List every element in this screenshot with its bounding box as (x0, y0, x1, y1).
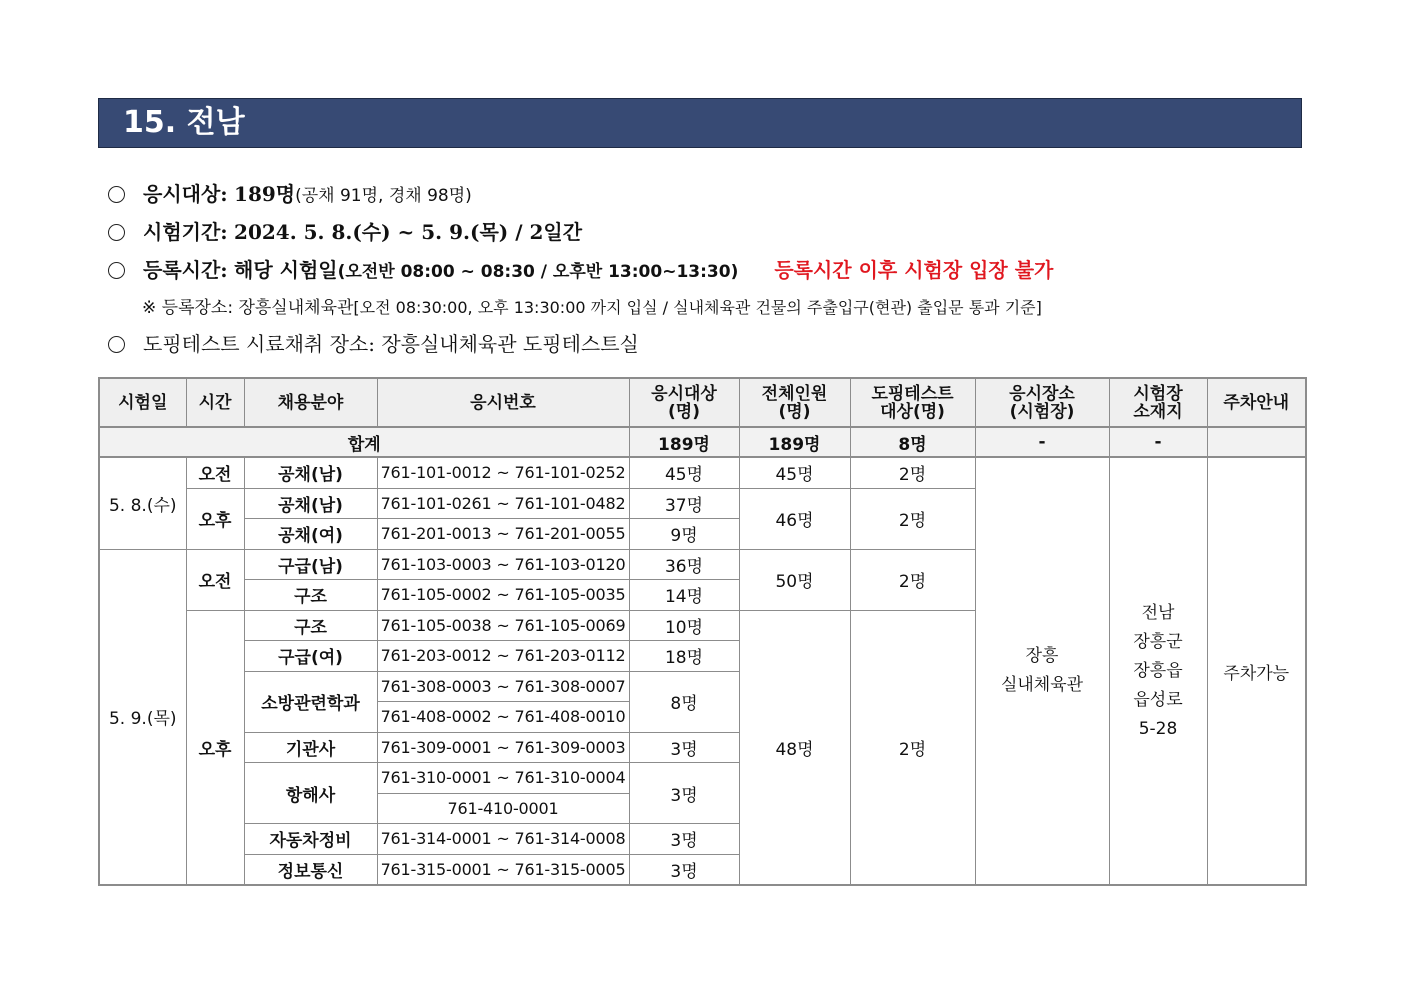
target-cell: 3명 (629, 824, 739, 855)
doping-line (108, 328, 639, 357)
total-label: 합계 (99, 427, 629, 457)
field-cell: 공채(남) (244, 488, 377, 519)
target-cell: 3명 (629, 854, 739, 885)
total-target: 189명 (629, 427, 739, 457)
venue-line-1: 장흥 (1025, 646, 1059, 666)
header-doping-l1: 도핑테스트 (871, 383, 954, 404)
total-cell: 50명 (739, 549, 850, 610)
header-number: 응시번호 (377, 378, 629, 427)
registration-place-note (142, 293, 1042, 318)
number-cell: 761-308-0003 ~ 761-308-0007 (377, 671, 629, 702)
number-cell: 761-201-0013 ~ 761-201-0055 (377, 519, 629, 550)
loc-line-1: 전남 (1141, 602, 1175, 623)
target-detail: (공채 91명, 경채 98명) (295, 186, 472, 206)
total-cell: 46명 (739, 488, 850, 549)
doping-cell: 2명 (850, 549, 975, 610)
doping-cell: 2명 (850, 610, 975, 885)
circle-bullet-icon (108, 224, 125, 241)
target-label: 응시대상: (143, 182, 228, 206)
venue-cell (975, 457, 1109, 885)
total-row (99, 427, 1306, 457)
loc-line-4: 읍성로 (1133, 689, 1183, 710)
header-loc-l2: 소재지 (1133, 401, 1183, 422)
registration-line (108, 254, 1053, 283)
date-cell: 5. 9.(목) (99, 549, 186, 885)
circle-bullet-icon (108, 186, 125, 203)
number-cell: 761-408-0002 ~ 761-408-0010 (377, 702, 629, 733)
parking-cell: 주차가능 (1207, 457, 1306, 885)
header-target-l1: 응시대상 (651, 383, 717, 404)
target-cell: 3명 (629, 763, 739, 824)
header-total (739, 378, 850, 427)
header-target (629, 378, 739, 427)
place-note: ※ 등록장소: 장흥실내체육관 (142, 298, 354, 318)
total-doping: 8명 (850, 427, 975, 457)
field-cell: 공채(남) (244, 457, 377, 488)
field-cell: 구조 (244, 610, 377, 641)
field-cell: 항해사 (244, 763, 377, 824)
table-header-row (99, 378, 1306, 427)
header-field: 채용분야 (244, 378, 377, 427)
number-cell: 761-105-0038 ~ 761-105-0069 (377, 610, 629, 641)
total-total: 189명 (739, 427, 850, 457)
section-title: 15. 전남 (98, 98, 1302, 148)
number-cell: 761-101-0261 ~ 761-101-0482 (377, 488, 629, 519)
total-cell: 48명 (739, 610, 850, 885)
number-cell: 761-101-0012 ~ 761-101-0252 (377, 457, 629, 488)
header-parking: 주차안내 (1207, 378, 1306, 427)
target-value: 189명 (234, 182, 296, 206)
target-cell: 36명 (629, 549, 739, 580)
loc-line-5: 5-28 (1138, 718, 1178, 739)
loc-line-2: 장흥군 (1133, 631, 1183, 652)
target-cell: 3명 (629, 732, 739, 763)
period-value: 2024. 5. 8.(수) ~ 5. 9.(목) / 2일간 (234, 220, 583, 244)
field-cell: 구급(남) (244, 549, 377, 580)
target-cell: 14명 (629, 580, 739, 611)
field-cell: 정보통신 (244, 854, 377, 885)
field-cell: 소방관련학과 (244, 671, 377, 732)
time-cell: 오후 (186, 610, 244, 885)
total-venue: - (975, 427, 1109, 457)
registration-value: 해당 시험일 (234, 258, 338, 282)
header-total-l1: 전체인원 (761, 383, 828, 404)
period-label: 시험기간: (143, 220, 228, 244)
doping-cell: 2명 (850, 457, 975, 488)
total-location: - (1109, 427, 1207, 457)
header-loc-l1: 시험장 (1133, 383, 1183, 404)
number-cell: 761-314-0001 ~ 761-314-0008 (377, 824, 629, 855)
target-cell: 37명 (629, 488, 739, 519)
header-total-l2: (명) (778, 401, 811, 422)
date-cell: 5. 8.(수) (99, 457, 186, 549)
field-cell: 자동차정비 (244, 824, 377, 855)
location-cell (1109, 457, 1207, 885)
number-cell: 761-410-0001 (377, 793, 629, 824)
circle-bullet-icon (108, 262, 125, 279)
number-cell: 761-309-0001 ~ 761-309-0003 (377, 732, 629, 763)
doping-location: 도핑테스트 시료채취 장소: 장흥실내체육관 도핑테스트실 (143, 332, 639, 356)
header-venue (975, 378, 1109, 427)
field-cell: 구급(여) (244, 641, 377, 672)
venue-line-2: 실내체육관 (1000, 675, 1084, 695)
header-venue-l1: 응시장소 (1009, 383, 1075, 404)
header-doping (850, 378, 975, 427)
circle-bullet-icon (108, 336, 125, 353)
registration-warning: 등록시간 이후 시험장 입장 불가 (774, 258, 1054, 282)
target-cell: 18명 (629, 641, 739, 672)
header-target-l2: (명) (668, 401, 700, 422)
number-cell: 761-310-0001 ~ 761-310-0004 (377, 763, 629, 794)
registration-detail: (오전반 08:00 ~ 08:30 / 오후반 13:00~13:30) (337, 262, 739, 282)
registration-label: 등록시간: (143, 258, 228, 282)
place-detail: [오전 08:30:00, 오후 13:30:00 까지 입실 / 실내체육관 건물의 주출입구(현관) 출입문 통과 기준] (353, 298, 1042, 317)
header-date: 시험일 (99, 378, 186, 427)
period-line (108, 216, 582, 245)
header-location (1109, 378, 1207, 427)
target-line (108, 178, 472, 207)
time-cell: 오후 (186, 488, 244, 549)
field-cell: 구조 (244, 580, 377, 611)
header-venue-l2: (시험장) (1009, 401, 1075, 422)
field-cell: 공채(여) (244, 519, 377, 550)
doping-cell: 2명 (850, 488, 975, 549)
target-cell: 10명 (629, 610, 739, 641)
time-cell: 오전 (186, 457, 244, 488)
target-cell: 45명 (629, 457, 739, 488)
number-cell: 761-315-0001 ~ 761-315-0005 (377, 854, 629, 885)
time-cell: 오전 (186, 549, 244, 610)
number-cell: 761-203-0012 ~ 761-203-0112 (377, 641, 629, 672)
number-cell: 761-103-0003 ~ 761-103-0120 (377, 549, 629, 580)
loc-line-3: 장흥읍 (1133, 660, 1183, 681)
header-doping-l2: 대상(명) (880, 401, 945, 422)
field-cell: 기관사 (244, 732, 377, 763)
total-parking (1207, 427, 1306, 457)
exam-schedule-table (98, 377, 1307, 886)
total-cell: 45명 (739, 457, 850, 488)
number-cell: 761-105-0002 ~ 761-105-0035 (377, 580, 629, 611)
header-time: 시간 (186, 378, 244, 427)
table-row (99, 457, 1306, 488)
target-cell: 8명 (629, 671, 739, 732)
target-cell: 9명 (629, 519, 739, 550)
